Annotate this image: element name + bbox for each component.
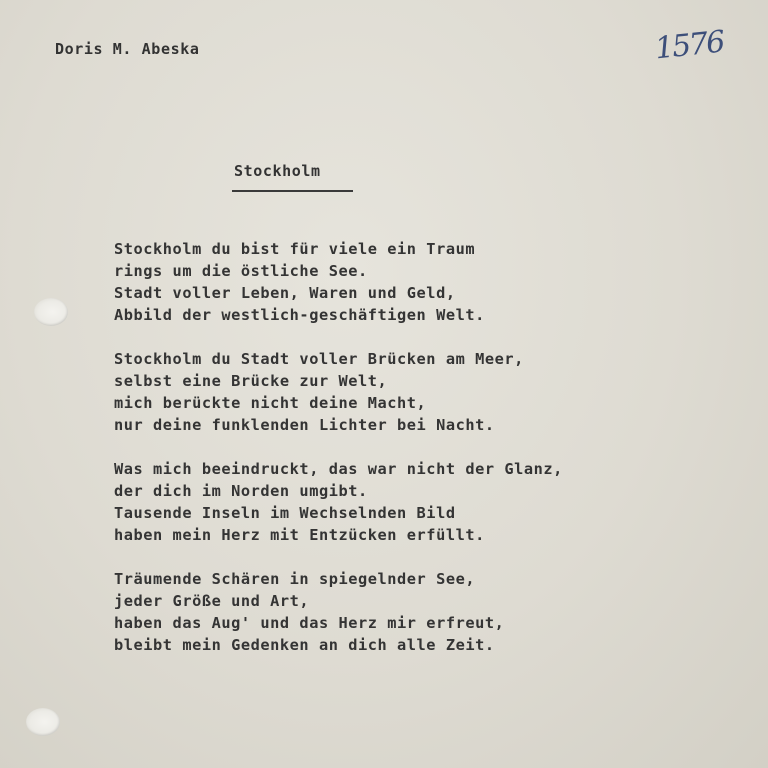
poem-line: mich berückte nicht deine Macht, [114,394,427,412]
poem-line: jeder Größe und Art, [114,592,310,610]
poem-line: Träumende Schären in spiegelnder See, [114,570,476,588]
poem-title: Stockholm [234,162,321,180]
author-name: Doris M. Abeska [55,40,200,58]
stanza-1 [114,238,724,326]
title-underline [232,190,353,192]
poem-line: Was mich beeindruckt, das war nicht der Glanz, [114,460,563,478]
poem-line: Stadt voller Leben, Waren und Geld, [114,284,456,302]
poem-line: nur deine funklenden Lichter bei Nacht. [114,416,495,434]
poem-line: der dich im Norden umgibt. [114,482,368,500]
poem-line: rings um die östliche See. [114,262,368,280]
handwritten-archive-number: 1576 [653,24,726,67]
poem-line: Stockholm du bist für viele ein Traum [114,240,476,258]
poem-line: Abbild der westlich-geschäftigen Welt. [114,306,485,324]
punch-hole [34,298,68,326]
poem-line: haben mein Herz mit Entzücken erfüllt. [114,526,485,544]
punch-hole [26,708,60,736]
poem-line: Stockholm du Stadt voller Brücken am Meer, [114,350,524,368]
stanza-3 [114,458,724,546]
poem-line: Tausende Inseln im Wechselnden Bild [114,504,456,522]
poem-line: bleibt mein Gedenken an dich alle Zeit. [114,636,495,654]
poem-line: selbst eine Brücke zur Welt, [114,372,388,390]
poem-line: haben das Aug' und das Herz mir erfreut, [114,614,505,632]
stanza-4 [114,568,724,656]
stanza-2 [114,348,724,436]
poem-body [114,238,724,678]
